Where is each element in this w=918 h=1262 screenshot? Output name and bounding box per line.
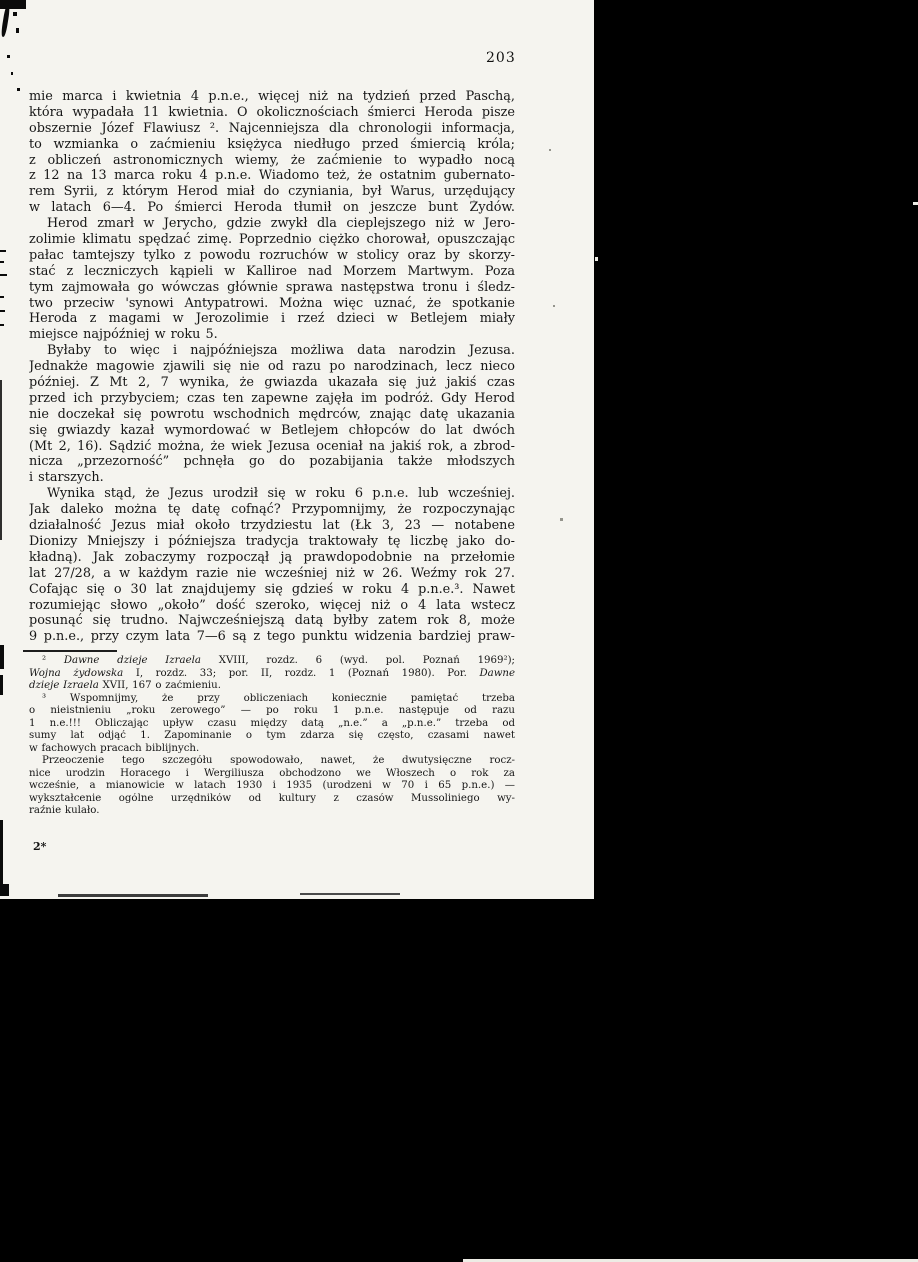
scan-artifact-dash	[0, 261, 4, 263]
text-line: rozumiejąc słowo „około” dość szeroko, więcej niż o 4 lata wstecz	[29, 597, 515, 613]
text-line: Jednakże magowie zjawili się nie od razu po narodzinach, lecz nieco	[29, 359, 515, 375]
signature-mark: 2*	[33, 840, 47, 853]
paragraph	[29, 89, 515, 216]
text-line: pałac tamtejszy tylko z powodu rozruchów w stolicy oraz by skorzy-	[29, 247, 515, 263]
scan-artifact-streak	[0, 380, 2, 540]
scan-dust-dot	[560, 518, 563, 521]
text-line: z 12 na 13 marca roku 4 p.n.e. Wiadomo też, że ostatnim gubernato-	[29, 168, 515, 184]
scan-artifact-mark	[0, 645, 4, 669]
scan-dust-dot	[553, 305, 555, 307]
paragraph	[29, 486, 515, 645]
text-line: sumy lat odjąć 1. Zapominanie o tym zdarza się często, czasami nawet	[29, 730, 515, 741]
paragraph	[29, 343, 515, 486]
text-line: zolimie klimatu spędzać zimę. Poprzednio ciężko chorował, opuszczając	[29, 232, 515, 248]
text-line: Wynika stąd, że Jezus urodził się w roku 6 p.n.e. lub wcześniej.	[47, 486, 515, 502]
text-line: to wzmianka o zaćmieniu księżyca niedługo przed śmiercią króla;	[29, 136, 515, 152]
text-line: ³ Wspomnijmy, że przy obliczeniach koniecznie pamiętać trzeba	[42, 692, 515, 704]
footnote-separator	[23, 650, 117, 652]
text-line: raźnie kulało.	[29, 805, 100, 816]
text-line: lat 27/28, a w każdym razie nie wcześniej niż w 26. Weźmy rok 27.	[29, 565, 515, 581]
text-line: ² Dawne dzieje Izraela XVIII, rozdz. 6 (wyd. pol. Poznań 1969²);	[42, 655, 515, 666]
page-number: 203	[486, 50, 516, 66]
text-line: Byłaby to więc i najpóźniejsza możliwa data narodzin Jezusa.	[47, 343, 515, 359]
footnotes	[29, 655, 515, 818]
text-line: dzieje Izraela XVII, 167 o zaćmieniu.	[29, 680, 221, 691]
scan-artifact-corner-tail	[1, 5, 11, 37]
text-line: miejsce najpóźniej w roku 5.	[29, 327, 218, 343]
scan-artifact-dash	[0, 324, 4, 326]
text-line: przed ich przybyciem; czas ten zapewne zajęła im podróż. Gdy Herod	[29, 390, 515, 406]
scan-edge-fragment	[595, 257, 598, 261]
scan-artifact-speck	[16, 28, 19, 33]
text-line: mie marca i kwietnia 4 p.n.e., więcej niż na tydzień przed Paschą,	[29, 89, 515, 104]
paragraph	[29, 216, 515, 343]
scan-artifact-corner-blob	[0, 0, 26, 9]
scan-artifact-speck	[17, 88, 20, 91]
text-line: i starszych.	[29, 470, 104, 486]
scan-artifact-dash	[0, 296, 4, 298]
text-line: Dionizy Mniejszy i późniejsza tradycja traktowały tę liczbę jako do-	[29, 533, 515, 549]
text-line: w fachowych pracach biblijnych.	[29, 742, 200, 754]
text-line: nie doczekał się powrotu wschodnich mędrców, znając datę ukazania	[29, 406, 515, 422]
text-line: Heroda z magami w Jerozolimie i rzeź dzieci w Betlejem miały	[29, 311, 515, 327]
scan-artifact-speck	[11, 72, 13, 75]
text-line: Herod zmarł w Jerycho, gdzie zwykł dla cieplejszego niż w Jero-	[47, 216, 515, 232]
text-line: nicza „przezorność” pchnęła go do pozabijania także młodszych	[29, 454, 515, 470]
scan-artifact-dash	[0, 310, 5, 312]
text-line: się gwiazdy kazał wymordować w Betlejem chłopców do lat dwóch	[29, 422, 515, 438]
scan-artifact-streak	[0, 820, 3, 892]
text-line: two przeciw 'synowi Antypatrowi. Można więc uznać, że spotkanie	[29, 295, 515, 311]
text-line: 9 p.n.e., przy czym lata 7—6 są z tego punktu widzenia bardziej praw-	[29, 629, 515, 645]
scan-dust-dot	[549, 149, 551, 151]
text-line: nice urodzin Horacego i Wergiliusza obchodzono we Włoszech o rok za	[29, 767, 515, 779]
text-line: w latach 6—4. Po śmierci Heroda tłumił on jeszcze bunt Żydów.	[29, 200, 515, 216]
text-line: obszernie Józef Flawiusz ². Najcenniejsza dla chronologii informacja,	[29, 120, 515, 136]
text-line: 1 n.e.!!! Obliczając upływ czasu między datą „n.e.” a „p.n.e.” trzeba od	[29, 717, 515, 729]
text-line: która wypadała 11 kwietnia. O okolicznościach śmierci Heroda pisze	[29, 104, 515, 120]
text-line: (Mt 2, 16). Sądzić można, że wiek Jezusa oceniał na jakiś rok, a zbrod-	[29, 438, 515, 454]
text-line: posunąć się trudno. Najwcześniejszą datą byłby zatem rok 8, może	[29, 613, 515, 629]
paragraph	[29, 655, 515, 693]
scanned-page	[0, 0, 594, 899]
text-line: o nieistnieniu „roku zerowego” — po roku 1 p.n.e. następuje od razu	[29, 705, 515, 716]
paragraph	[29, 755, 515, 818]
scan-artifact-speck	[13, 12, 17, 16]
text-line: Przeoczenie tego szczegółu spowodowało, nawet, że dwutysięczne rocz-	[42, 755, 515, 766]
text-line: wykształcenie ogólne urzędników od kultury z czasów Mussoliniego wy-	[29, 792, 515, 804]
scan-artifact-dash	[0, 250, 6, 252]
text-line: działalność Jezus miał około trzydziestu lat (Łk 3, 23 — notabene	[29, 518, 515, 534]
text-line: kładną). Jak zobaczymy rozpoczął ją prawdopodobnie na przełomie	[29, 549, 515, 565]
scan-edge-fragment	[913, 202, 918, 205]
paragraph	[29, 693, 515, 756]
text-line: wcześnie, a mianowicie w latach 1930 i 1935 (urodzeni w 70 i 65 p.n.e.) —	[29, 780, 515, 791]
text-line: Wojna żydowska I, rozdz. 33; por. II, rozdz. 1 (Poznań 1980). Por. Dawne	[29, 667, 515, 679]
scan-artifact-mark	[0, 675, 3, 695]
text-line: Jak daleko można tę datę cofnąć? Przypomnijmy, że rozpoczynając	[29, 502, 515, 518]
text-line: później. Z Mt 2, 7 wynika, że gwiazda ukazała się już jakiś czas	[29, 375, 515, 391]
text-line: stać z leczniczych kąpieli w Kalliroe nad Morzem Martwym. Poza	[29, 263, 515, 279]
text-line: rem Syrii, z którym Herod miał do czyniania, był Warus, urzędujący	[29, 184, 515, 200]
scan-artifact-edge-shadow	[58, 894, 208, 897]
body-text	[29, 89, 515, 645]
text-line: Cofając się o 30 lat znajdujemy się gdzieś w roku 4 p.n.e.³. Nawet	[29, 581, 515, 597]
scan-artifact-blob	[0, 884, 9, 896]
scan-artifact-dash	[0, 274, 7, 276]
text-line: z obliczeń astronomicznych wiemy, że zaćmienie to wypadło nocą	[29, 152, 515, 168]
text-line: tym zajmowała go wówczas głównie sprawa następstwa tronu i śledz-	[29, 279, 515, 295]
scan-artifact-edge-shadow	[300, 893, 400, 895]
scan-artifact-speck	[7, 55, 10, 58]
